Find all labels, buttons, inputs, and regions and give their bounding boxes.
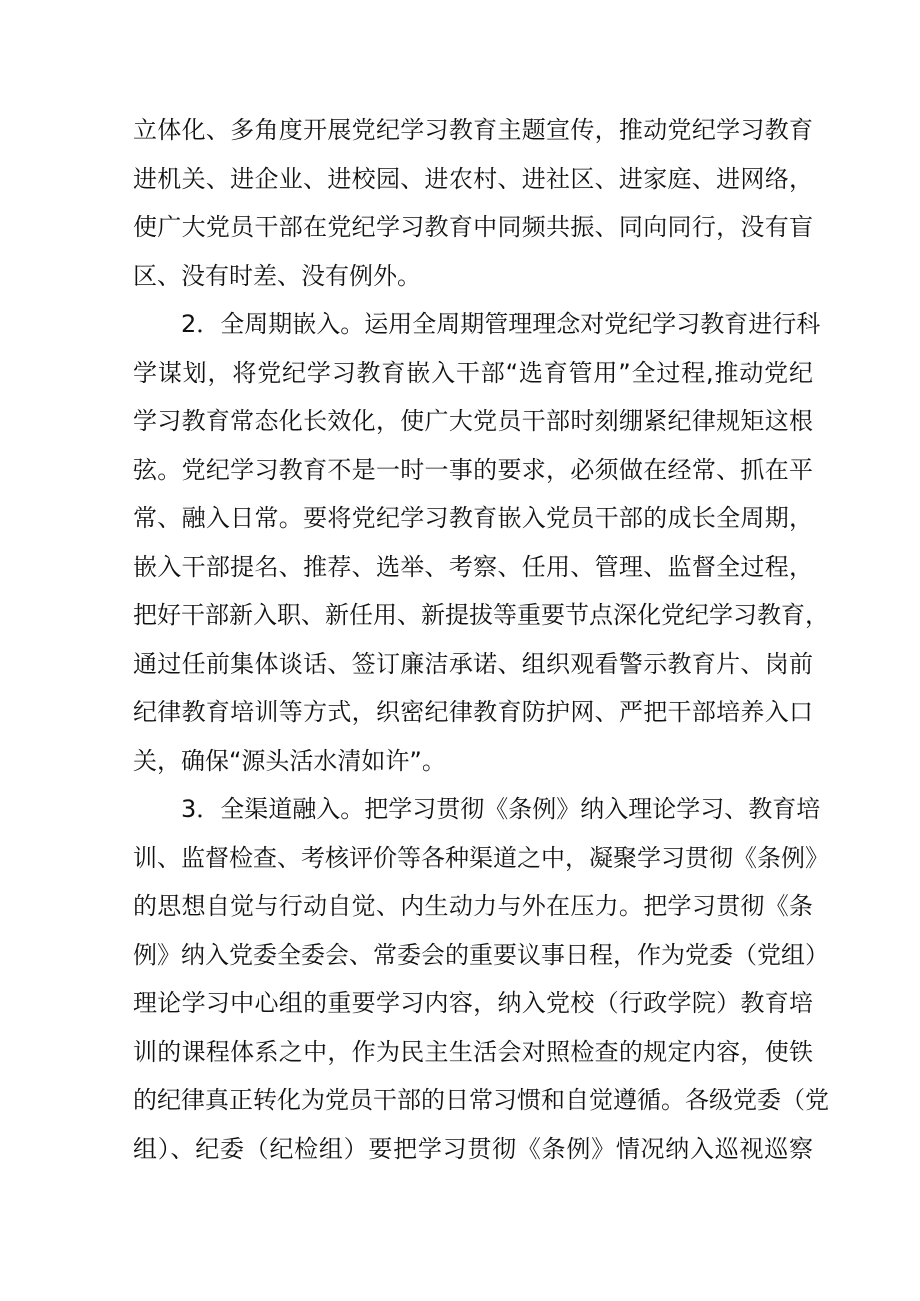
text-line: 把好干部新入职、新任用、新提拔等重要节点深化党纪学习教育， xyxy=(133,601,829,629)
text-line: 2．全周期嵌入。运用全周期管理理念对党纪学习教育进行科 xyxy=(181,310,821,338)
text-line: 嵌入干部提名、推荐、选举、考察、任用、管理、监督全过程， xyxy=(133,552,813,581)
text-line: 区、没有时差、没有例外。 xyxy=(133,261,421,290)
text-line: 纪律教育培训等方式，织密纪律教育防护网、严把干部培养入口 xyxy=(133,698,813,726)
body-text xyxy=(133,106,829,1173)
text-line: 的纪律真正转化为党员干部的日常习惯和自觉遵循。各级党委（党 xyxy=(133,1086,829,1114)
text-line: 的思想自觉与行动自觉、内生动力与外在压力。把学习贯彻《条 xyxy=(133,892,813,920)
text-line: 进机关、进企业、进校园、进农村、进社区、进家庭、进网络， xyxy=(133,164,813,193)
text-line: 学习教育常态化长效化，使广大党员干部时刻绷紧纪律规矩这根 xyxy=(133,407,813,435)
text-line: 组）、纪委（纪检组）要把学习贯彻《条例》情况纳入巡视巡察 xyxy=(133,1134,813,1163)
text-line: 通过任前集体谈话、签订廉洁承诺、组织观看警示教育片、岗前 xyxy=(133,649,813,678)
text-line: 弦。党纪学习教育不是一时一事的要求，必须做在经常、抓在平 xyxy=(133,455,813,484)
text-line: 训的课程体系之中，作为民主生活会对照检查的规定内容，使铁 xyxy=(133,1037,813,1066)
text-line: 使广大党员干部在党纪学习教育中同频共振、同向同行，没有盲 xyxy=(133,213,813,241)
text-line: 学谋划，将党纪学习教育嵌入干部“选育管用”全过程,推动党纪 xyxy=(133,358,813,387)
text-line: 理论学习中心组的重要学习内容，纳入党校（行政学院）教育培 xyxy=(133,989,813,1017)
text-line: 训、监督检查、考核评价等各种渠道之中，凝聚学习贯彻《条例》 xyxy=(133,843,829,872)
text-line: 关，确保“源头活水清如许”。 xyxy=(133,746,446,775)
text-line: 3．全渠道融入。把学习贯彻《条例》纳入理论学习、教育培 xyxy=(181,795,821,823)
text-line: 立体化、多角度开展党纪学习教育主题宣传，推动党纪学习教育 xyxy=(133,116,813,144)
text-line: 常、融入日常。要将党纪学习教育嵌入党员干部的成长全周期， xyxy=(133,504,813,532)
text-line: 例》纳入党委全委会、常委会的重要议事日程，作为党委（党组） xyxy=(133,940,829,969)
